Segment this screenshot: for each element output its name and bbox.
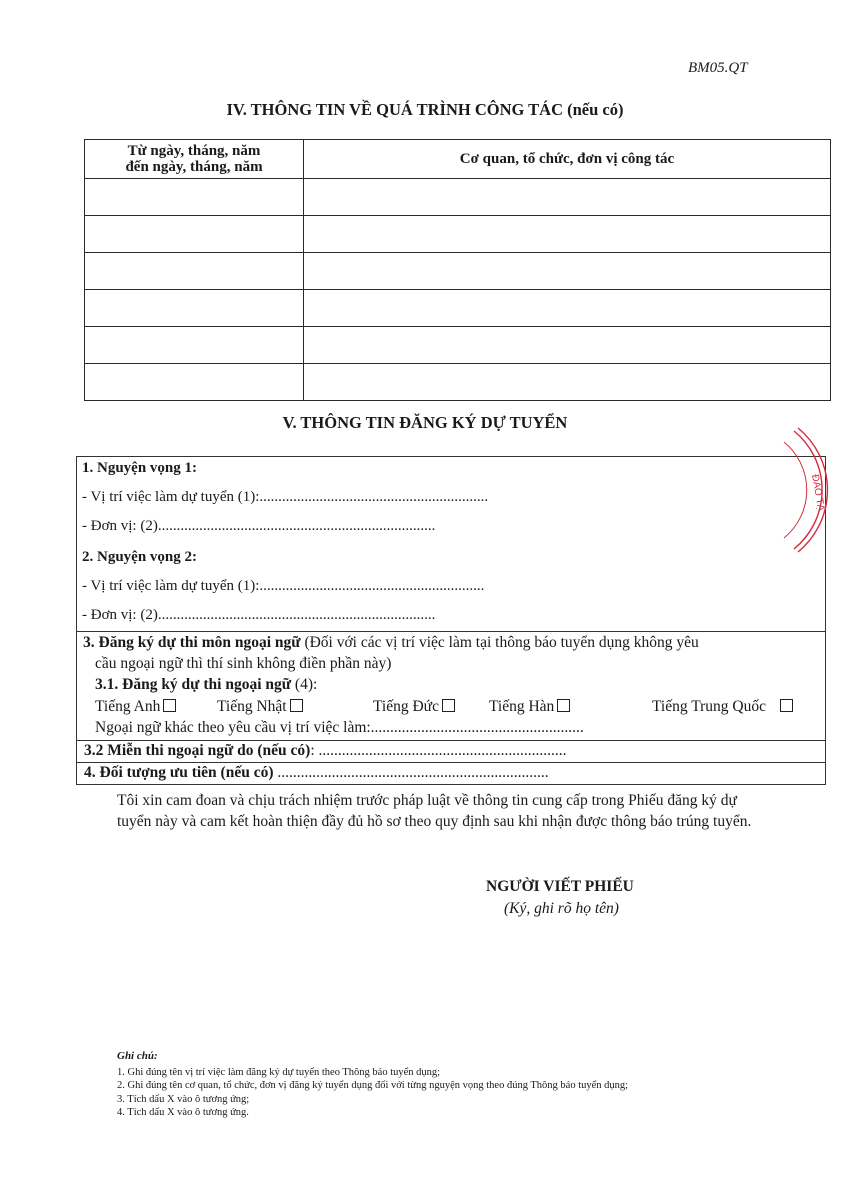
table-header-row (85, 140, 831, 179)
table-row (85, 179, 831, 216)
note-item: 4. Tích dấu X vào ô tương ứng. (117, 1107, 249, 1118)
declaration-text: Tôi xin cam đoan và chịu trách nhiệm trước pháp luật về thông tin cung cấp trong Phiếu đăng ký dự tuyển này và cam kết hoàn thiện đầy đủ hồ sơ theo quy định sau khi nhận được thông báo trúng tuyển. (117, 792, 752, 830)
priority-field[interactable] (84, 764, 549, 782)
wish1-label: 1. Nguyện vọng 1: (82, 460, 198, 476)
table-row (85, 290, 831, 327)
red-stamp-icon (760, 420, 840, 560)
section4-title: IV. THÔNG TIN VỀ QUÁ TRÌNH CÔNG TÁC (nếu có) (226, 100, 624, 119)
header-date-range (85, 140, 304, 179)
checkbox-icon[interactable] (163, 699, 176, 712)
date-cell[interactable] (85, 216, 304, 253)
lang-label: Tiếng Đức (373, 698, 439, 715)
registration-box (76, 456, 826, 785)
wish1-unit-field[interactable]: - Đơn vị: (2).......................................................................... (82, 518, 436, 534)
form-code: BM05.QT (688, 60, 748, 76)
notes-heading: Ghi chú: (117, 1050, 158, 1062)
date-cell[interactable] (85, 253, 304, 290)
header-date-line1: Từ ngày, tháng, năm (127, 143, 261, 159)
organization-cell[interactable] (304, 364, 831, 401)
date-cell[interactable] (85, 327, 304, 364)
header-organization: Cơ quan, tổ chức, đơn vị công tác (304, 140, 831, 179)
note-item: 3. Tích dấu X vào ô tương ứng; (117, 1093, 250, 1105)
lang-label: Tiếng Anh (95, 698, 161, 715)
other-language-field[interactable]: Ngoại ngữ khác theo yêu cầu vị trí việc làm:....................................................... (95, 719, 584, 736)
notes-block (117, 1050, 628, 1120)
signer-title: NGƯỜI VIẾT PHIẾU (486, 878, 634, 895)
organization-cell[interactable] (304, 327, 831, 364)
date-cell[interactable] (85, 290, 304, 327)
note-item: 2. Ghi đúng tên cơ quan, tổ chức, đơn vị đăng ký tuyển dụng đối với từng nguyện vọng theo đúng Thông báo tuyển dụng; (117, 1080, 629, 1091)
table-row (85, 364, 831, 401)
wish2-label: 2. Nguyện vọng 2: (82, 549, 198, 565)
lang-option-german[interactable] (373, 698, 455, 716)
signer-note: (Ký, ghi rõ họ tên) (504, 900, 619, 917)
exemption-label: 3.2 Miễn thi ngoại ngữ do (nếu có) (84, 742, 311, 759)
header-date-line2: đến ngày, tháng, năm (125, 159, 263, 175)
exemption-dots: : ................................................................ (310, 742, 567, 759)
lang-option-chinese[interactable] (652, 698, 793, 716)
table-row (85, 327, 831, 364)
stamp-inner-arc (784, 442, 807, 538)
organization-cell[interactable] (304, 290, 831, 327)
foreign-language-heading-bold: 3. Đăng ký dự thi môn ngoại ngữ (83, 634, 301, 651)
lang-option-korean[interactable] (489, 698, 570, 716)
work-history-table (84, 139, 831, 401)
wish2-position-field[interactable]: - Vị trí việc làm dự tuyển (1):............................................................ (82, 578, 485, 594)
wish2-unit-field[interactable]: - Đơn vị: (2).......................................................................... (82, 607, 436, 623)
lang-option-english[interactable] (95, 698, 176, 716)
foreign-language-sub (95, 676, 317, 694)
priority-row (77, 762, 825, 784)
foreign-language-panel (77, 631, 825, 740)
wish1-position-field[interactable]: - Vị trí việc làm dự tuyển (1):............................................................. (82, 489, 489, 505)
wishes-panel (77, 457, 825, 631)
lang-label: Tiếng Hàn (489, 698, 555, 715)
checkbox-icon[interactable] (442, 699, 455, 712)
organization-cell[interactable] (304, 216, 831, 253)
lang-label: Tiếng Trung Quốc (652, 698, 766, 715)
date-cell[interactable] (85, 364, 304, 401)
checkbox-icon[interactable] (557, 699, 570, 712)
priority-dots: ...................................................................... (273, 764, 549, 781)
foreign-language-heading-note: (Đối với các vị trí việc làm tại thông báo tuyển dụng không yêu (300, 634, 699, 651)
checkbox-icon[interactable] (780, 699, 793, 712)
priority-label: 4. Đối tượng ưu tiên (nếu có) (84, 764, 274, 781)
foreign-language-heading (83, 634, 699, 652)
table-row (85, 216, 831, 253)
foreign-language-sub-note: (4): (291, 676, 318, 693)
table-row (85, 253, 831, 290)
stamp-text: ĐÀO TẠ (809, 473, 827, 513)
organization-cell[interactable] (304, 179, 831, 216)
note-item: 1. Ghi đúng tên vị trí việc làm đăng ký dự tuyển theo Thông báo tuyển dụng; (117, 1066, 441, 1078)
lang-option-japanese[interactable] (217, 698, 303, 716)
lang-label: Tiếng Nhật (217, 698, 287, 715)
foreign-language-heading-line2: cầu ngoại ngữ thì thí sinh không điền phần này) (95, 655, 392, 672)
exemption-field[interactable] (84, 742, 567, 760)
section5-title: V. THÔNG TIN ĐĂNG KÝ DỰ TUYỂN (282, 413, 568, 432)
foreign-language-sub-bold: 3.1. Đăng ký dự thi ngoại ngữ (95, 676, 292, 693)
organization-cell[interactable] (304, 253, 831, 290)
exemption-row (77, 740, 825, 762)
checkbox-icon[interactable] (290, 699, 303, 712)
date-cell[interactable] (85, 179, 304, 216)
